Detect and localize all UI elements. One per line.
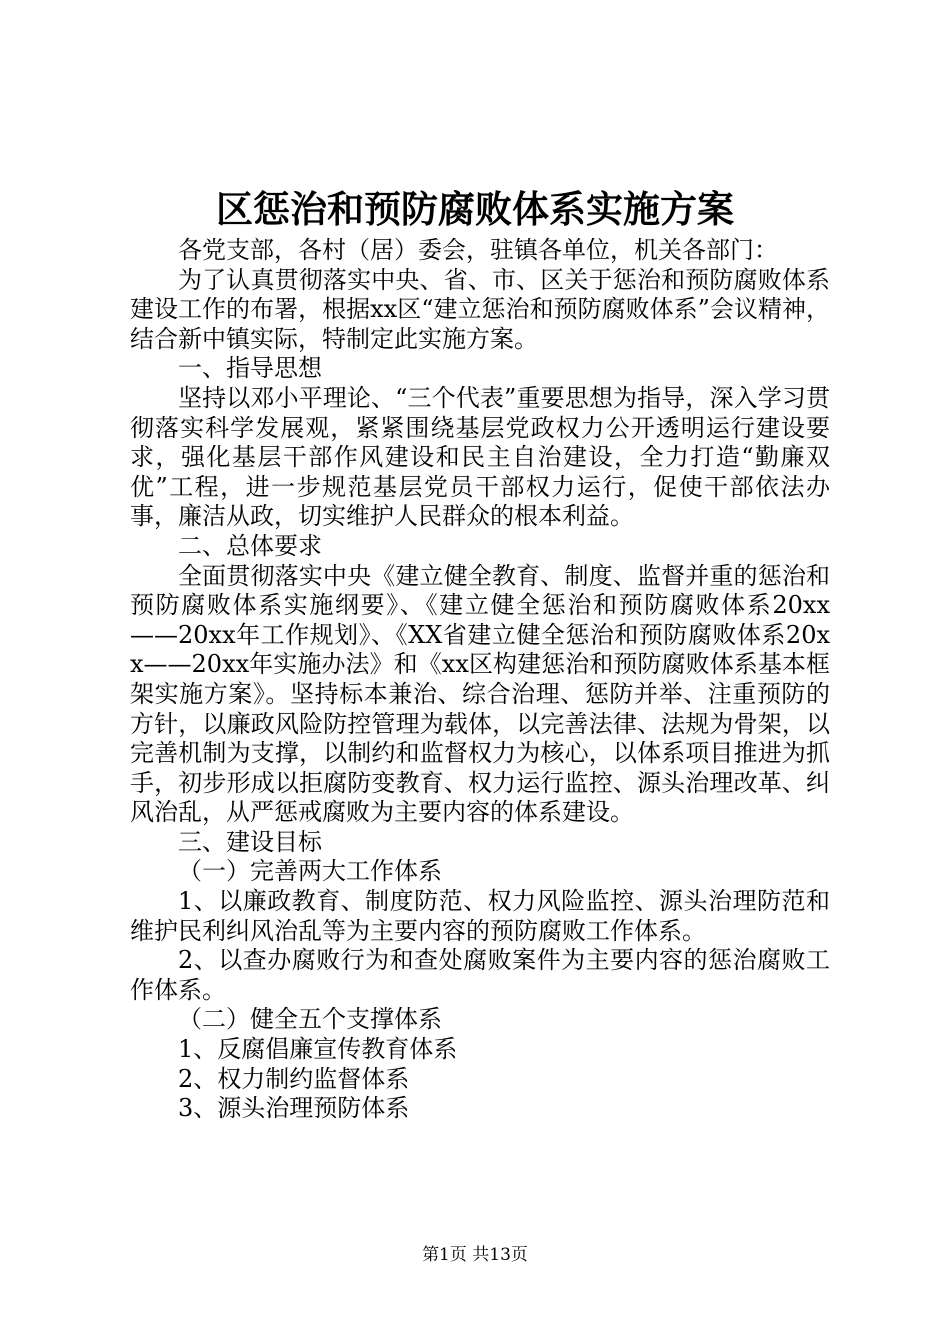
paragraph-overall-requirements: 全面贯彻落实中央《建立健全教育、制度、监督并重的惩治和预防腐败体系实施纲要》、《建立健全惩治和预防腐败体系20xx——20xx年工作规划》、《XX省建立健全惩治和预防腐败体系20xx——20xx年实施办法》和《xx区构建惩治和预防腐败体系基本框架实施方案》。坚持标本兼治、综合治理、惩防并举、注重预防的方针，以廉政风险防控管理为载体，以完善法律、法规为骨架，以完善机制为支撑，以制约和监督权力为核心，以体系项目推进为抓手，初步形成以拒腐防变教育、权力运行监控、源头治理改革、纠风治乱，从严惩戒腐败为主要内容的体系建设。 — [130, 561, 830, 827]
list-item-supervision-system: 2、权力制约监督体系 — [178, 1064, 410, 1093]
list-item-punishment-system: 2、以查办腐败行为和查处腐败案件为主要内容的惩治腐败工作体系。 — [130, 946, 830, 1004]
heading-guiding-thought: 一、指导思想 — [178, 354, 322, 383]
document-title: 区惩治和预防腐败体系实施方案 — [216, 187, 734, 231]
subheading-five-systems: （二）健全五个支撑体系 — [178, 1005, 442, 1034]
subheading-two-systems: （一）完善两大工作体系 — [178, 857, 442, 886]
heading-overall-requirements: 二、总体要求 — [178, 531, 322, 560]
page-number-footer: 第1页 共13页 — [422, 1245, 528, 1265]
list-item-education-system: 1、反腐倡廉宣传教育体系 — [178, 1035, 458, 1064]
paragraph-guiding-thought: 坚持以邓小平理论、“三个代表”重要思想为指导，深入学习贯彻落实科学发展观，紧紧围绕基层党政权力公开透明运行建设要求，强化基层干部作风建设和民主自治建设，全力打造“勤廉双优”工程，进一步规范基层党员干部权力运行，促使干部依法办事，廉洁从政，切实维护人民群众的根本利益。 — [130, 383, 830, 531]
document-body — [130, 236, 830, 1124]
paragraph-intro: 为了认真贯彻落实中央、省、市、区关于惩治和预防腐败体系建设工作的布署，根据xx区“建立惩治和预防腐败体系”会议精神，结合新中镇实际，特制定此实施方案。 — [130, 265, 830, 353]
list-item-source-governance-system: 3、源头治理预防体系 — [178, 1094, 410, 1123]
heading-construction-goals: 三、建设目标 — [178, 827, 322, 856]
list-item-prevention-system: 1、以廉政教育、制度防范、权力风险监控、源头治理防范和维护民利纠风治乱等为主要内容的预防腐败工作体系。 — [130, 887, 830, 945]
paragraph-salutation: 各党支部，各村（居）委会，驻镇各单位，机关各部门： — [178, 236, 778, 264]
